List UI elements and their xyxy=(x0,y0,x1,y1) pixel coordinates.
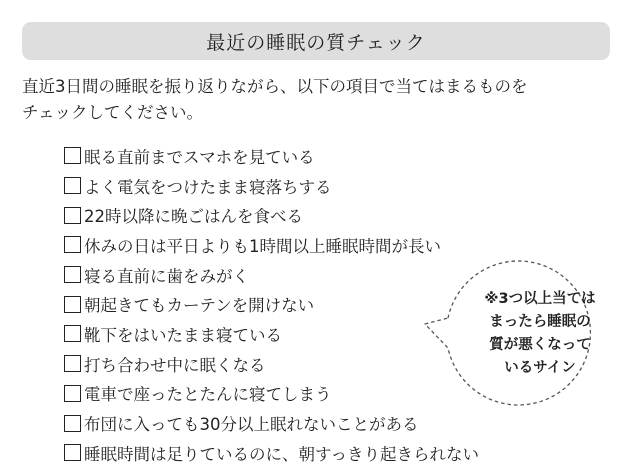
checklist-item[interactable] xyxy=(64,438,479,468)
callout-line: まったら睡眠の xyxy=(489,314,591,330)
checklist xyxy=(64,141,479,468)
checklist-item-label: 眠る直前までスマホを見ている xyxy=(84,147,315,167)
intro-line-2: チェックしてください。 xyxy=(22,103,204,122)
checklist-item[interactable] xyxy=(64,200,479,230)
checklist-item-label: 靴下をはいたまま寝ている xyxy=(84,325,282,345)
checkbox[interactable] xyxy=(64,355,81,372)
intro-line-1: 直近3日間の睡眠を振り返りながら、以下の項目で当てはまるものを xyxy=(22,77,528,96)
checkbox[interactable] xyxy=(64,325,81,342)
checkbox[interactable] xyxy=(64,177,81,194)
checklist-item[interactable] xyxy=(64,408,479,438)
checklist-item[interactable] xyxy=(64,319,479,349)
checkbox[interactable] xyxy=(64,266,81,283)
checklist-item[interactable] xyxy=(64,349,479,379)
checklist-item[interactable] xyxy=(64,141,479,171)
checklist-item-label: 睡眠時間は足りているのに、朝すっきり起きられない xyxy=(84,444,480,464)
checklist-item[interactable] xyxy=(64,230,479,260)
callout-line: 質が悪くなって xyxy=(489,337,591,353)
checklist-item-label: 打ち合わせ中に眠くなる xyxy=(84,355,266,375)
checklist-item[interactable] xyxy=(64,379,479,409)
checklist-item-label: 22時以降に晩ごはんを食べる xyxy=(84,207,303,227)
callout-line: いるサイン xyxy=(504,360,576,376)
checklist-item-label: よく電気をつけたまま寝落ちする xyxy=(84,177,332,197)
callout-line: ※3つ以上当ては xyxy=(484,291,596,307)
checklist-item-label: 休みの日は平日よりも1時間以上睡眠時間が長い xyxy=(84,236,441,256)
intro-text xyxy=(22,74,622,126)
checklist-item[interactable] xyxy=(64,171,479,201)
checklist-item[interactable] xyxy=(64,289,479,319)
page-title: 最近の睡眠の質チェック xyxy=(206,31,426,54)
checkbox[interactable] xyxy=(64,415,81,432)
checkbox[interactable] xyxy=(64,147,81,164)
checkbox[interactable] xyxy=(64,207,81,224)
checkbox[interactable] xyxy=(64,385,81,402)
checkbox[interactable] xyxy=(64,444,81,461)
checklist-item-label: 電車で座ったとたんに寝てしまう xyxy=(84,385,332,405)
checkbox[interactable] xyxy=(64,236,81,253)
checklist-item-label: 朝起きてもカーテンを開けない xyxy=(84,296,315,316)
checklist-item-label: 布団に入っても30分以上眠れないことがある xyxy=(84,415,419,435)
checkbox[interactable] xyxy=(64,296,81,313)
callout-text xyxy=(465,288,615,380)
title-banner xyxy=(22,22,610,60)
checklist-item[interactable] xyxy=(64,260,479,290)
checklist-item-label: 寝る直前に歯をみがく xyxy=(84,266,249,286)
